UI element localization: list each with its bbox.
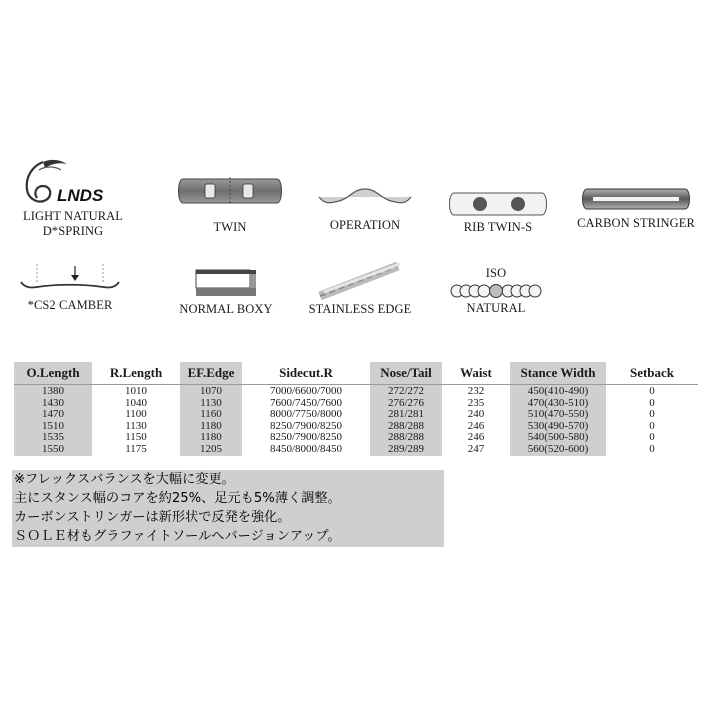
cell-sidecut: 7600/7450/7600	[269, 396, 343, 409]
cell-sidecut: 8450/8000/8450	[269, 442, 343, 455]
cell-setback: 0	[649, 396, 655, 409]
feature-carbon	[566, 186, 706, 231]
header-stance-width: Stance Width	[510, 362, 606, 384]
iso-label-line2: NATURAL	[466, 301, 526, 315]
cell-setback: 0	[649, 408, 655, 421]
cell-sidecut: 7000/6600/7000	[269, 385, 343, 397]
cell-stance-width: 470(430-510)	[510, 398, 606, 410]
iso-label-line1: ISO	[485, 266, 507, 280]
cell-sidecut: 8000/7750/8000	[269, 408, 343, 421]
lnds-logo-icon	[13, 156, 133, 210]
cell-o-length: 1535	[14, 432, 92, 444]
cell-r-length: 1150	[125, 431, 147, 444]
edge-label: STAINLESS EDGE	[308, 302, 412, 316]
cell-r-length: 1010	[125, 385, 147, 397]
note-line: カーボンストリンガーは新形状で反発を強化。	[14, 510, 291, 525]
table-row	[14, 398, 698, 410]
cell-waist: 235	[467, 396, 485, 409]
cell-stance-width: 510(470-550)	[510, 409, 606, 421]
feature-operation	[312, 183, 418, 233]
cell-r-length: 1100	[125, 408, 147, 421]
cell-sidecut: 8250/7900/8250	[269, 431, 343, 444]
table-row	[14, 432, 698, 444]
cell-ef-edge: 1205	[180, 444, 242, 456]
lnds-label-line2: D*SPRING	[42, 224, 104, 238]
feature-lnds	[8, 156, 138, 239]
cell-nose-tail: 288/288	[370, 421, 442, 433]
cell-r-length: 1175	[125, 442, 147, 455]
twin-label: TWIN	[213, 220, 247, 234]
rib-twin-label: RIB TWIN-S	[463, 220, 533, 234]
cell-ef-edge: 1180	[180, 432, 242, 444]
cell-ef-edge: 1130	[180, 398, 242, 410]
cell-ef-edge: 1180	[180, 421, 242, 433]
header-ef-edge: EF.Edge	[180, 362, 242, 384]
notes-box	[12, 470, 444, 547]
cell-waist: 246	[467, 419, 485, 432]
cell-waist: 240	[467, 408, 485, 421]
lnds-label-line1: LIGHT NATURAL	[22, 209, 124, 223]
carbon-label: CARBON STRINGER	[577, 216, 695, 230]
feature-rib-twin	[436, 190, 560, 235]
table-divider-top	[14, 384, 698, 385]
cell-stance-width: 560(520-600)	[510, 444, 606, 456]
cell-stance-width: 450(410-490)	[510, 384, 606, 398]
header-setback: Setback	[629, 365, 675, 380]
feature-iso	[448, 266, 544, 316]
operation-label: OPERATION	[329, 218, 401, 232]
cell-setback: 0	[649, 385, 655, 397]
header-r-length: R.Length	[109, 365, 163, 380]
cell-o-length: 1470	[14, 409, 92, 421]
cell-setback: 0	[649, 442, 655, 455]
cell-nose-tail: 281/281	[370, 409, 442, 421]
cell-setback: 0	[649, 419, 655, 432]
boxy-label: NORMAL BOXY	[179, 302, 273, 316]
twin-board-icon	[175, 176, 285, 206]
feature-camber	[12, 262, 128, 313]
cell-nose-tail: 276/276	[370, 398, 442, 410]
feature-edge	[302, 262, 418, 317]
carbon-stringer-icon	[579, 186, 693, 212]
table-row	[14, 421, 698, 433]
cell-waist: 232	[467, 385, 485, 397]
cell-ef-edge: 1070	[180, 384, 242, 398]
iso-natural-icon	[449, 282, 543, 300]
cell-o-length: 1380	[14, 384, 92, 398]
note-line: 主にスタンス幅のコアを約25%、足元も5%薄く調整。	[14, 491, 341, 506]
note-line: ※フレックスバランスを大幅に変更。	[14, 472, 235, 487]
cell-waist: 247	[467, 442, 485, 455]
header-waist: Waist	[460, 365, 492, 380]
header-o-length: O.Length	[14, 362, 92, 384]
table-row	[14, 409, 698, 421]
header-sidecut: Sidecut.R	[279, 365, 333, 380]
spec-table	[14, 362, 698, 456]
table-row	[14, 384, 698, 398]
cell-ef-edge: 1160	[180, 409, 242, 421]
cell-stance-width: 540(500-580)	[510, 432, 606, 444]
cell-r-length: 1130	[125, 419, 147, 432]
table-row	[14, 444, 698, 456]
note-line: ＳＯＬＥ材もグラファイトソールへバージョンアップ。	[14, 529, 341, 544]
operation-profile-icon	[317, 183, 413, 207]
camber-label: *CS2 CAMBER	[27, 298, 113, 312]
header-nose-tail: Nose/Tail	[370, 362, 442, 384]
cell-nose-tail: 288/288	[370, 432, 442, 444]
feature-twin	[168, 176, 292, 235]
cell-o-length: 1430	[14, 398, 92, 410]
cell-nose-tail: 289/289	[370, 444, 442, 456]
cell-sidecut: 8250/7900/8250	[269, 419, 343, 432]
cell-nose-tail: 272/272	[370, 384, 442, 398]
feature-boxy	[170, 268, 282, 317]
cell-o-length: 1550	[14, 444, 92, 456]
stainless-edge-icon	[310, 262, 410, 300]
rib-twin-board-icon	[446, 190, 550, 218]
cell-waist: 246	[467, 431, 485, 444]
cell-o-length: 1510	[14, 421, 92, 433]
spec-header-row	[14, 362, 698, 384]
cell-r-length: 1040	[125, 396, 147, 409]
normal-boxy-icon	[190, 268, 262, 298]
cell-setback: 0	[649, 431, 655, 444]
camber-profile-icon	[17, 262, 123, 296]
cell-stance-width: 530(490-570)	[510, 421, 606, 433]
lnds-logo-text: LNDS	[57, 186, 104, 205]
